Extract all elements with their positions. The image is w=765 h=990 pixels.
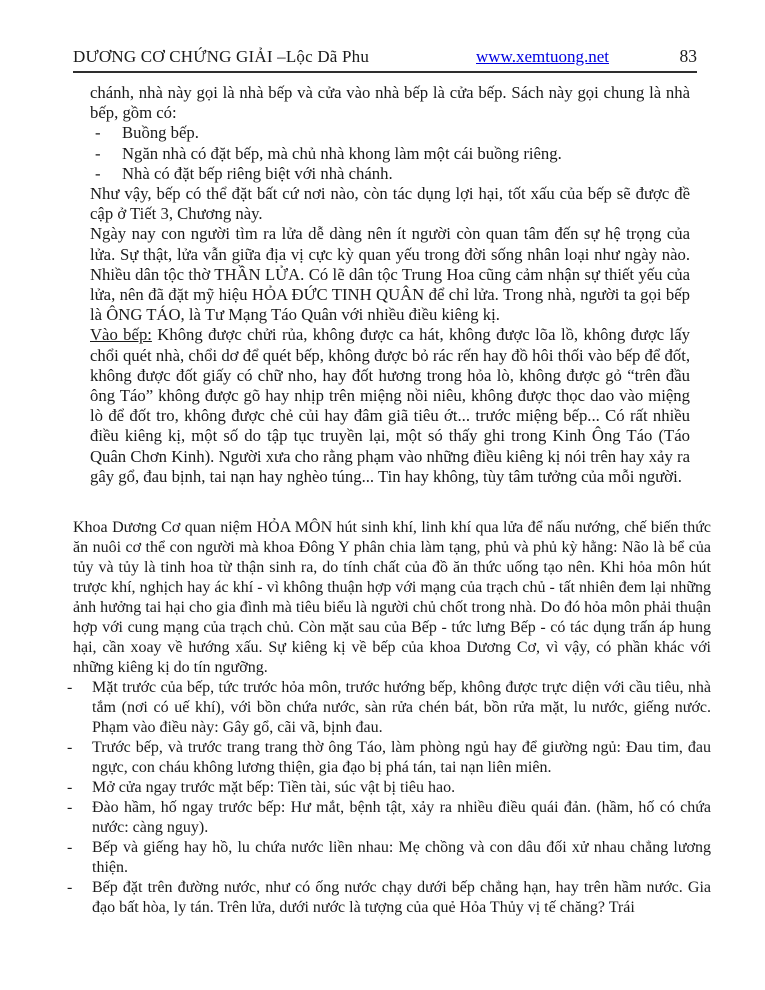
bullet-dash-icon: - <box>67 879 73 896</box>
list-item <box>67 798 711 838</box>
bullet-dash-icon: - <box>95 163 101 183</box>
list-item-text: Buồng bếp. <box>122 123 199 143</box>
para-khoa-duong-co: Khoa Dương Cơ quan niệm HỎA MÔN hút sinh khí, linh khí qua lửa để nấu nướng, chế biến thức ăn nuôi cơ thể con người mà khoa Đông Y phân chia làm tạng, phủ và phủ kỳ hằng: Não là bể của tủy và tủy là tinh hoa từ thận sinh ra, do tính chất của đồ ăn thức uống tạo nên. Khi hỏa môn hút trược khí, nghịch hay ác khí - vì không thuận hợp với mạng của trạch chủ - tất nhiên đem lại những ảnh hưởng tai hại cho gia đình mà tiêu biểu là người chủ chốt trong nhà. Do đó hỏa môn phải thuận hợp với cung mạng của trạch chủ. Còn mặt sau của Bếp - tức lưng Bếp - có tác dụng trấn áp hung hại, cần xoay về hướng xấu. Sự kiêng kị về bếp của khoa Dương Cơ, vì vậy, có phần khác với những kiêng kị do tín ngưỡng. <box>73 519 711 676</box>
list-item-text: Ngăn nhà có đặt bếp, mà chủ nhà khong làm một cái buồng riêng. <box>122 143 562 163</box>
section-kitchen-intro <box>90 83 690 487</box>
list-item-text: Trước bếp, và trước trang trang thờ ông Táo, làm phòng ngủ hay để giường ngủ: Đau tim, đau ngực, con cháu không lương thiện, gia đạo bị phá tán, tai nạn liên miên. <box>92 739 711 776</box>
vao-bep-label: Vào bếp: <box>90 325 152 345</box>
list-item-text: Đào hầm, hố ngay trước bếp: Hư mắt, bệnh tật, xảy ra nhiều điều quái đản. (hầm, hố có chứa nước: càng nguy). <box>92 799 711 836</box>
para-nhu-vay: Như vậy, bếp có thể đặt bất cứ nơi nào, còn tác dụng lợi hại, tốt xấu của bếp sẽ được đề cập ở Tiết 3, Chương này. <box>90 184 690 224</box>
list-item <box>67 838 711 878</box>
para-intro: chánh, nhà này gọi là nhà bếp và cửa vào nhà bếp là cửa bếp. Sách này gọi chung là nhà bếp, gồm có: <box>90 83 690 123</box>
page-header <box>73 46 697 67</box>
list-item <box>90 144 690 164</box>
bullet-dash-icon: - <box>67 739 73 756</box>
list-item <box>67 878 711 918</box>
list-item-text: Mặt trước của bếp, tức trước hỏa môn, trước hướng bếp, không được trực diện với cầu tiêu, nhà tắm (nơi có uế khí), với bồn chứa nước, sàn rửa chén bát, bồn rửa mặt, lu nước, giếng nước. Phạm vào điều này: Gây gổ, cãi vã, bịnh đau. <box>92 679 711 736</box>
vao-bep-text: Không được chửi rủa, không được ca hát, không được lõa lồ, không được lấy chổi quét nhà, chổi dơ để quét bếp, không được bỏ rác rến hay đồ hôi thối vào bếp để đốt, không được đốt giấy có chữ nho, hay đốt hương trong hỏa lò, không được gỏ “trên đầu ông Táo” không được gõ hay nhịp trên miệng nồi niêu, không được thọc dao vào miệng lò để đốt tro, không được chẻ củi hay đâm giã tiêu ớt... trước miệng bếp... Có rất nhiều điều kiêng kị, một số do tập tục truyền lại, một só thấy ghi trong Kinh Ông Táo (Táo Quân Chơn Kinh). Người xưa cho rằng phạm vào những điều kiêng kị nói trên hay xảy ra gây gổ, đau bịnh, tai nạn hay nghèo túng... Tin hay không, tùy tâm tưởng của mỗi người. <box>90 325 690 486</box>
list-item-text: Bếp và giếng hay hồ, lu chứa nước liền nhau: Mẹ chồng và con dâu đối xử nhau chẳng lương thiện. <box>92 839 711 876</box>
list-item-text: Bếp đặt trên đường nước, như có ống nước chạy dưới bếp chẳng hạn, hay trên hầm nước. Gia đạo bất hòa, ly tán. Trên lửa, dưới nước là tượng của quẻ Hỏa Thủy vị tế chăng? Trái <box>92 879 711 916</box>
book-title: DƯƠNG CƠ CHỨNG GIẢI –Lộc Dã Phu <box>73 47 370 66</box>
bullet-dash-icon: - <box>67 679 73 696</box>
list-item <box>67 738 711 778</box>
list-item <box>67 778 711 798</box>
bullet-dash-icon: - <box>67 779 73 796</box>
bullet-dash-icon: - <box>95 143 101 163</box>
header-divider <box>73 71 697 73</box>
list-item-text: Nhà có đặt bếp riêng biệt với nhà chánh. <box>122 163 393 183</box>
bullet-dash-icon: - <box>67 839 73 856</box>
list-item <box>90 164 690 184</box>
bullet-dash-icon: - <box>95 123 101 143</box>
section-duong-co <box>67 518 711 918</box>
list-item <box>67 678 711 738</box>
bullet-dash-icon: - <box>67 799 73 816</box>
list-item-text: Mở cửa ngay trước mặt bếp: Tiền tài, súc vật bị tiêu hao. <box>92 779 456 796</box>
list-item <box>90 123 690 143</box>
page-number: 83 <box>679 46 697 66</box>
para-vao-bep <box>90 325 690 487</box>
para-ngay-nay: Ngày nay con người tìm ra lửa dễ dàng nên ít người còn quan tâm đến sự hệ trọng của lửa. Sự thật, lửa vẫn giữa địa vị cực kỳ quan yếu trong đời sống nhân loại như ngày nào. Nhiều dân tộc thờ THẦN LỬA. Có lẽ dân tộc Trung Hoa cũng cảm nhận sự thiết yếu của lửa, nên đã đặt mỹ hiệu HỎA ĐỨC TINH QUÂN để chỉ lửa. Trong nhà, người ta gọi bếp là ÔNG TÁO, là Tư Mạng Táo Quân với nhiều điều kiêng kị. <box>90 224 690 325</box>
site-link[interactable]: www.xemtuong.net <box>476 47 609 66</box>
